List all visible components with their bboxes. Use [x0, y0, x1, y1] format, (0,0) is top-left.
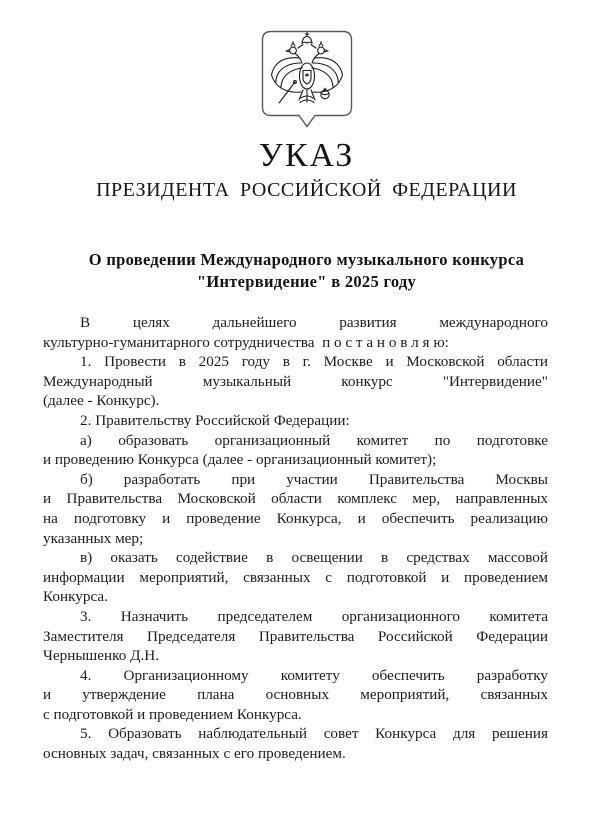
decree-document-page [0, 30, 613, 825]
body-line: 5. Образовать наблюдательный совет Конкурса для решения [80, 725, 548, 743]
body-line: и Правительства Московской области комплекс мер, направленных [43, 490, 548, 508]
body-line: Международный музыкальный конкурс "Интервидение" [43, 372, 548, 390]
decree-issuer: ПРЕЗИДЕНТА РОССИЙСКОЙ ФЕДЕРАЦИИ [96, 179, 517, 201]
body-line: (далее - Конкурс). [43, 392, 160, 410]
body-line: В целях дальнейшего развития международного [80, 314, 548, 331]
body-line: Конкурса. [43, 588, 108, 606]
body-line: 1. Провести в 2025 году в г. Москве и Московской области [80, 353, 548, 371]
body-line: 3. Назначить председателем организационного комитета [80, 607, 548, 625]
body-line: на подготовку и проведение Конкурса, и обеспечить реализацию [43, 509, 548, 527]
decree-body [43, 313, 548, 764]
body-line: 2. Правительству Российской Федерации: [80, 411, 350, 429]
coat-of-arms-icon [261, 30, 353, 128]
body-line: и утверждение плана основных мероприятий, связанных [43, 686, 548, 704]
decree-subject [0, 249, 613, 293]
body-line: с подготовкой и проведением Конкурса. [43, 705, 302, 723]
body-line: культурно-гуманитарного сотрудничества п о с т а н о в л я ю: [43, 333, 449, 351]
body-line: основных задач, связанных с его проведением. [43, 745, 346, 763]
body-line: указанных мер; [43, 529, 144, 547]
body-line: а) образовать организационный комитет по подготовке [80, 431, 548, 449]
decree-title: УКАЗ [258, 137, 355, 174]
body-line: 4. Организационному комитету обеспечить разработку [80, 666, 548, 684]
body-line: Чернышенко Д.Н. [43, 647, 160, 665]
body-line: и проведению Конкурса (далее - организационный комитет); [43, 451, 437, 469]
body-line: информации мероприятий, связанных с подготовкой и проведением [43, 568, 548, 586]
body-line: б) разработать при участии Правительства Москвы [80, 470, 548, 488]
body-line: Заместителя Председателя Правительства Российской Федерации [43, 627, 548, 645]
decree-subject-line2: "Интервидение" в 2025 году [196, 272, 417, 291]
body-line: в) оказать содействие в освещении в средствах массовой [80, 549, 548, 567]
decree-subject-line1: О проведении Международного музыкального конкурса [88, 250, 525, 269]
